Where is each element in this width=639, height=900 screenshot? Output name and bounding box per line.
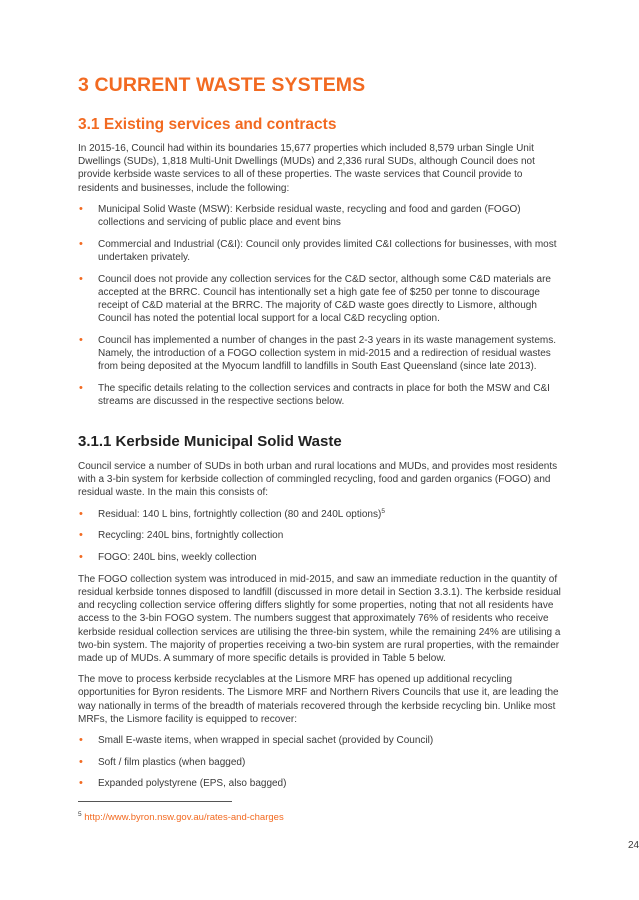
list-item: • FOGO: 240L bins, weekly collection <box>79 551 257 564</box>
bullet-icon: • <box>79 551 83 564</box>
services-list <box>78 203 562 409</box>
list-item: • Municipal Solid Waste (MSW): Kerbside residual waste, recycling and food and garden (FOGO) collections and servicing of public place and event bins <box>79 202 521 229</box>
list-item: • Small E-waste items, when wrapped in special sachet (provided by Council) <box>79 733 434 746</box>
list-item: • The specific details relating to the collection services and contracts in place for both the MSW and C&I streams are discussed in the respective sections below. <box>79 382 550 408</box>
bullet-icon: • <box>79 529 83 542</box>
bullet-icon: • <box>79 777 83 790</box>
bins-list <box>78 508 562 565</box>
mrf-list <box>78 734 562 791</box>
bullet-icon: • <box>79 733 83 746</box>
bullet-icon: • <box>79 755 83 768</box>
bullet-icon: • <box>79 237 83 250</box>
bullet-icon: • <box>79 507 83 520</box>
bullet-icon: • <box>79 202 83 215</box>
section-title: 3 CURRENT WASTE SYSTEMS <box>78 74 366 96</box>
list-item: • Recycling: 240L bins, fortnightly collection <box>79 529 284 542</box>
bullet-icon: • <box>79 272 83 285</box>
footnote <box>78 812 284 823</box>
list-item: • Expanded polystyrene (EPS, also bagged) <box>79 777 287 790</box>
kerbside-heading: 3.1.1 Kerbside Municipal Solid Waste <box>78 433 342 450</box>
list-item: • Council does not provide any collection services for the C&D sector, although some C&D materials are accepted at the BRRC. Council has intentionally set a high gate fee of $250 per tonne to discourage receipt of C&D material at the BRRC. The majority of C&D waste goes directly to Lismore, although Council has noted the potential local support for a local C&D recycling option. <box>79 272 551 325</box>
intro-paragraph: In 2015-16, Council had within its boundaries 15,677 properties which included 8,579 urban Single Unit Dwellings (SUDs), 1,818 Multi-Unit Dwellings (MUDs) and 2,336 rural SUDs, although Council does not provide kerbside waste services to all of these properties. The waste services that Council provide to residents and businesses, include the following: <box>78 143 535 194</box>
list-item: • Commercial and Industrial (C&I): Council only provides limited C&I collections for businesses, with most undertaken privately. <box>79 237 557 263</box>
footnote-ref[interactable]: 5 <box>381 507 385 515</box>
page-number: 24 <box>628 840 639 851</box>
footnote-divider <box>78 801 232 802</box>
list-item: • Council has implemented a number of changes in the past 2-3 years in its waste management systems. Namely, the introduction of a FOGO collection system in mid-2015 and a redirection of residual wastes from being deposited at the Myocum landfill to landfills in South East Queensland (since late 2013). <box>79 333 557 373</box>
list-item: • Residual: 140 L bins, fortnightly collection (80 and 240L options)$^5$ <box>79 507 385 520</box>
bullet-icon: • <box>79 333 83 346</box>
kerbside-intro-paragraph: Council service a number of SUDs in both urban and rural locations and MUDs, and provides most residents with a 3-bin system for kerbside collection of commingled recycling, food and garden organics (FOGO) and residual waste. In the main this consists of: <box>78 461 558 499</box>
bullet-icon: • <box>79 382 83 395</box>
list-item: • Soft / film plastics (when bagged) <box>79 755 246 768</box>
mrf-paragraph: The move to process kerbside recyclables at the Lismore MRF has opened up additional recycling opportunities for Byron residents. The Lismore MRF and Northern Rivers Councils that use it, are leading the way nationally in terms of the breadth of materials recovered through the kerbside recycling bin. Unlike most MRFs, the Lismore facility is equipped to recover: <box>78 674 559 725</box>
fogo-paragraph: The FOGO collection system was introduced in mid-2015, and saw an immediate reduction in the quantity of residual kerbside tonnes disposed to landfill (discussed in more detail in Section 3.3.1). The kerbside residual and recycling collection service offering differs slightly for some properties, noting that not all residents have access to the 3-bin FOGO system. The numbers suggest that approximately 76% of residents who receive kerbside residual collection services are utilising the three-bin system, while the remaining 24% are utilising a two-bin system. The majority of properties receiving a two-bin system are rural properties, with the remainder made up of MUDs. A summary of more specific details is provided in Table 5 below. <box>78 573 561 664</box>
footnote-link[interactable]: http://www.byron.nsw.gov.au/rates-and-charges <box>84 812 284 823</box>
kerbside-block <box>78 460 562 799</box>
subsection-title: 3.1 Existing services and contracts <box>78 116 337 133</box>
footnote-number: 5 <box>78 811 82 818</box>
existing-services-block <box>78 142 562 417</box>
